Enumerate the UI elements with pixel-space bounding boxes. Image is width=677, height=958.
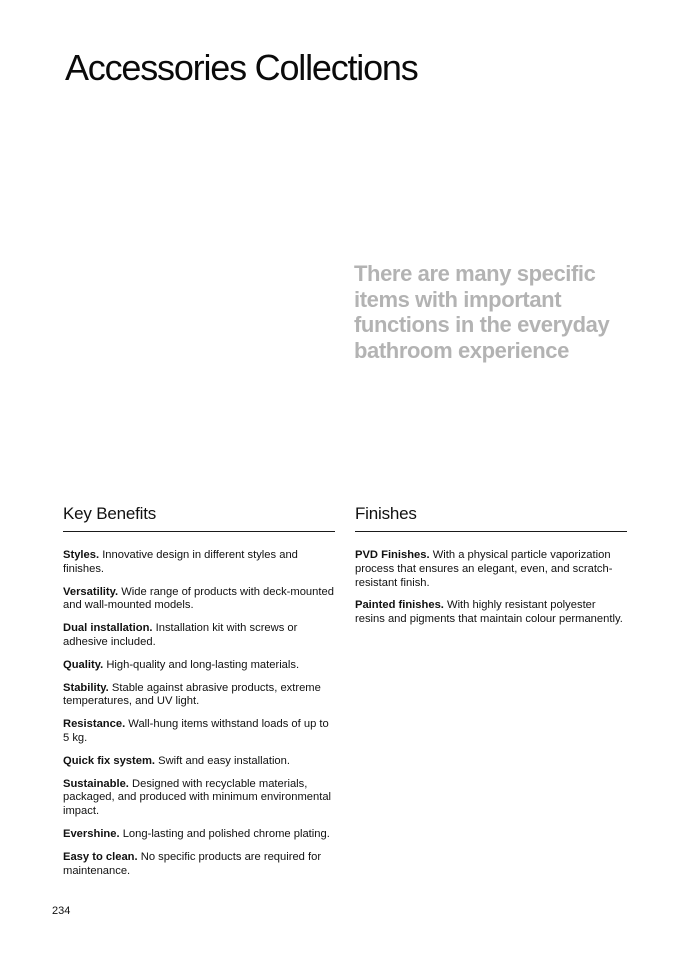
page-number: 234 [52, 905, 71, 917]
benefit-text: Designed with recyclable materials, packaged, and produced with minimum environmental impact. [63, 777, 332, 818]
finish-title: PVD Finishes. [355, 549, 430, 561]
benefit-title: Stability. [63, 681, 109, 694]
benefit-text: Stable against abrasive products, extreme temperatures, and UV light. [63, 681, 321, 708]
key-benefits-list [63, 549, 335, 878]
benefit-text: Wall-hung items withstand loads of up to 5 kg. [63, 718, 329, 744]
key-benefits-heading: Key Benefits [63, 503, 335, 532]
benefit-title: Easy to clean. [63, 850, 138, 863]
benefit-text: High-quality and long-lasting materials. [106, 658, 300, 671]
finishes-heading: Finishes [355, 503, 627, 532]
benefit-title: Versatility. [63, 585, 119, 598]
finish-text: With highly resistant polyester resins and pigments that maintain colour permanently. [355, 599, 623, 626]
benefit-title: Styles. [63, 549, 100, 561]
key-benefits-section [63, 503, 335, 887]
benefit-title: Quality. [63, 658, 104, 671]
benefit-title: Dual installation. [63, 622, 153, 635]
benefit-item [63, 682, 335, 710]
benefit-item [63, 851, 335, 879]
benefit-text: Long-lasting and polished chrome plating. [122, 827, 330, 840]
benefit-title: Resistance. [63, 718, 126, 731]
finishes-list [355, 549, 627, 627]
finish-title: Painted finishes. [355, 599, 444, 612]
benefit-item [63, 828, 335, 842]
page-title: Accessories Collections [65, 47, 418, 88]
benefit-text: Installation kit with screws or adhesive included. [63, 622, 298, 648]
finish-item [355, 599, 627, 627]
finish-text: With a physical particle vaporization process that ensures an elegant, even, and scratch-resistant finish. [355, 549, 613, 589]
benefit-text: No specific products are required for maintenance. [63, 850, 322, 877]
intro-quote: There are many specific items with important functions in the everyday bathroom experience [354, 261, 610, 363]
benefit-item [63, 586, 335, 614]
benefit-title: Evershine. [63, 827, 120, 840]
benefit-item [63, 622, 335, 650]
benefit-text: Wide range of products with deck-mounted and wall-mounted models. [63, 585, 334, 612]
benefit-item [63, 778, 335, 819]
benefit-title: Quick fix system. [63, 754, 156, 767]
benefit-item [63, 659, 335, 673]
benefit-item [63, 718, 335, 746]
benefit-item [63, 755, 335, 769]
finishes-section [355, 503, 627, 636]
benefit-item [63, 549, 335, 577]
finish-item [355, 549, 627, 590]
benefit-title: Sustainable. [63, 777, 129, 790]
benefit-text: Innovative design in different styles and finishes. [63, 549, 298, 575]
benefit-text: Swift and easy installation. [158, 754, 290, 767]
